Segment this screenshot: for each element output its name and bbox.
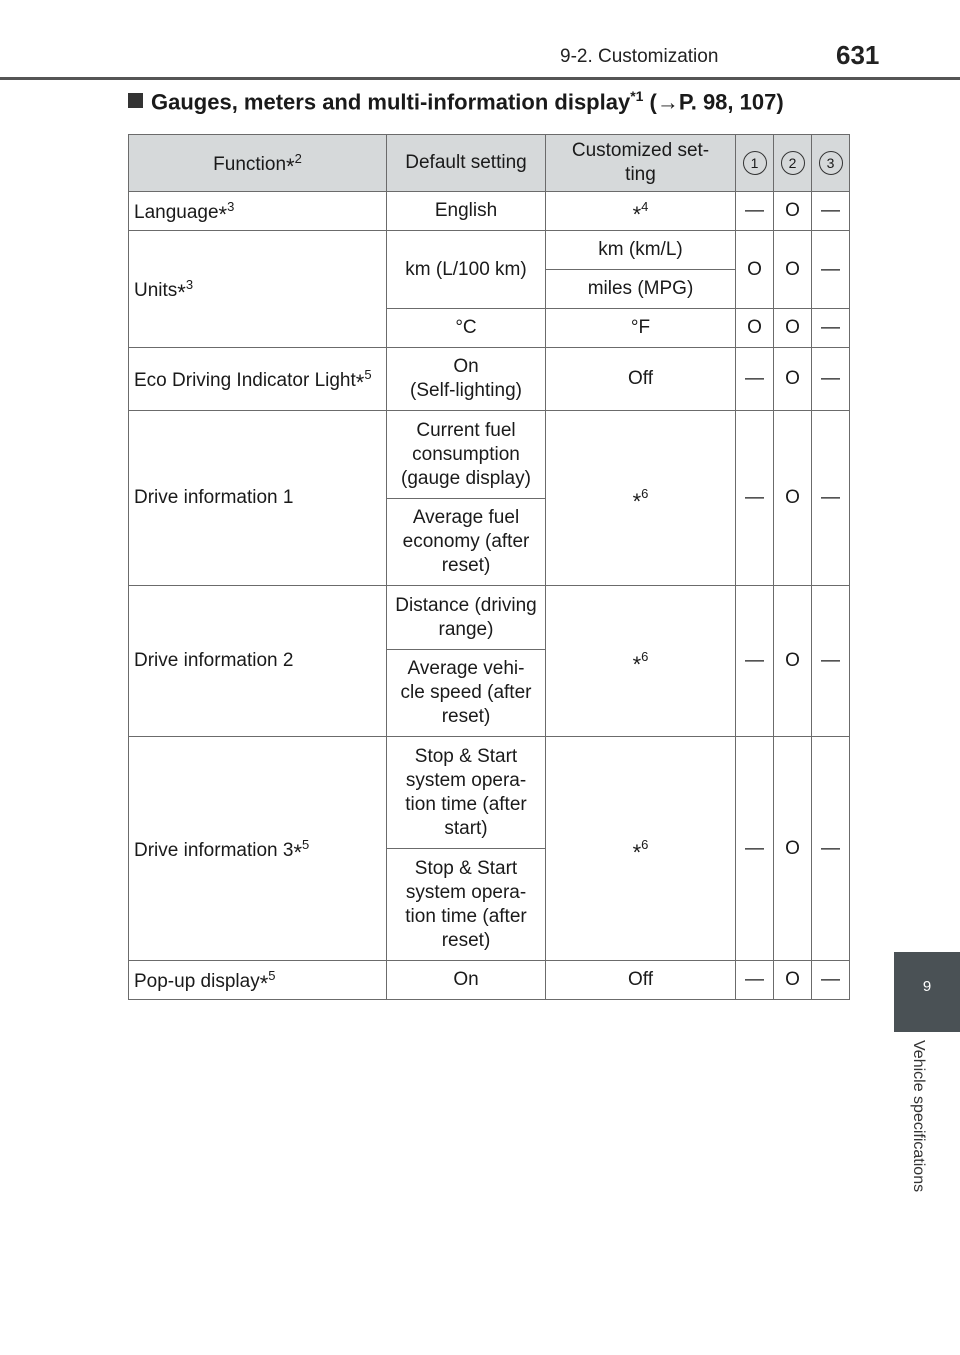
mark-cell: O	[774, 586, 812, 737]
table-row-units-distance-a	[129, 231, 850, 270]
chapter-label: Vehicle specifications	[910, 1040, 927, 1193]
custom-cell: *$^6$	[546, 411, 736, 586]
mark-cell: —	[812, 411, 850, 586]
function-cell: Units*$^3$	[129, 231, 387, 348]
function-cell: Pop-up display*$^5$	[129, 961, 387, 1000]
header-function: Function*$^2$	[129, 135, 387, 192]
mark-cell: —	[736, 411, 774, 586]
mark-cell: —	[812, 309, 850, 348]
circled-3-icon: 3	[819, 151, 843, 175]
default-cell: On	[387, 961, 546, 1000]
default-cell: English	[387, 192, 546, 231]
section-title: 9-2. Customization	[560, 46, 719, 67]
function-cell: Drive information 2	[129, 586, 387, 737]
table-header-row	[129, 135, 850, 192]
table-row-drive2-a	[129, 586, 850, 650]
heading-text: Gauges, meters and multi-information display	[151, 89, 631, 115]
default-cell: Stop & Start system opera- tion time (after reset)	[387, 849, 546, 961]
custom-cell: *$^4$	[546, 192, 736, 231]
square-bullet-icon	[128, 93, 143, 108]
mark-cell: —	[812, 737, 850, 961]
mark-cell: —	[812, 348, 850, 411]
heading-note: *1	[630, 88, 644, 104]
table-row-drive3-a	[129, 737, 850, 849]
mark-cell: O	[774, 411, 812, 586]
table-row-eco	[129, 348, 850, 411]
header-circle-3	[812, 135, 850, 192]
heading-reference: (→P. 98, 107)	[643, 89, 784, 115]
default-cell: °C	[387, 309, 546, 348]
table-row-popup	[129, 961, 850, 1000]
function-cell: Eco Driving Indicator Light*$^5$	[129, 348, 387, 411]
section-heading	[128, 88, 784, 115]
mark-cell: —	[736, 192, 774, 231]
custom-cell: Off	[546, 961, 736, 1000]
custom-cell: miles (MPG)	[546, 270, 736, 309]
header-customized-setting: Customized set- ting	[546, 135, 736, 192]
default-cell: On (Self-lighting)	[387, 348, 546, 411]
header-circle-1	[736, 135, 774, 192]
page-number: 631	[836, 40, 880, 70]
mark-cell: —	[736, 961, 774, 1000]
custom-cell: *$^6$	[546, 586, 736, 737]
mark-cell: O	[774, 348, 812, 411]
custom-cell: km (km/L)	[546, 231, 736, 270]
table-row-language	[129, 192, 850, 231]
function-cell: Drive information 3*$^5$	[129, 737, 387, 961]
custom-cell: Off	[546, 348, 736, 411]
mark-cell: —	[812, 231, 850, 309]
mark-cell: O	[774, 231, 812, 309]
default-cell: km (L/100 km)	[387, 231, 546, 309]
default-cell: Stop & Start system opera- tion time (after start)	[387, 737, 546, 849]
mark-cell: O	[774, 192, 812, 231]
default-cell: Current fuel consumption (gauge display)	[387, 411, 546, 499]
custom-cell: °F	[546, 309, 736, 348]
header-circle-2	[774, 135, 812, 192]
table-row-drive1-a	[129, 411, 850, 499]
mark-cell: —	[736, 348, 774, 411]
mark-cell: O	[774, 309, 812, 348]
mark-cell: O	[774, 961, 812, 1000]
function-cell: Drive information 1	[129, 411, 387, 586]
mark-cell: O	[736, 231, 774, 309]
header-default-setting: Default setting	[387, 135, 546, 192]
custom-cell: *$^6$	[546, 737, 736, 961]
mark-cell: O	[736, 309, 774, 348]
mark-cell: —	[736, 586, 774, 737]
default-cell: Distance (driving range)	[387, 586, 546, 650]
circled-2-icon: 2	[781, 151, 805, 175]
default-cell: Average vehi- cle speed (after reset)	[387, 650, 546, 737]
mark-cell: —	[812, 192, 850, 231]
customization-table	[128, 134, 850, 1000]
default-cell: Average fuel economy (after reset)	[387, 499, 546, 586]
mark-cell: —	[812, 961, 850, 1000]
chapter-tab: 9	[894, 952, 960, 1032]
mark-cell: O	[774, 737, 812, 961]
mark-cell: —	[812, 586, 850, 737]
function-cell: Language*$^3$	[129, 192, 387, 231]
circled-1-icon: 1	[743, 151, 767, 175]
header-rule	[0, 77, 960, 80]
mark-cell: —	[736, 737, 774, 961]
